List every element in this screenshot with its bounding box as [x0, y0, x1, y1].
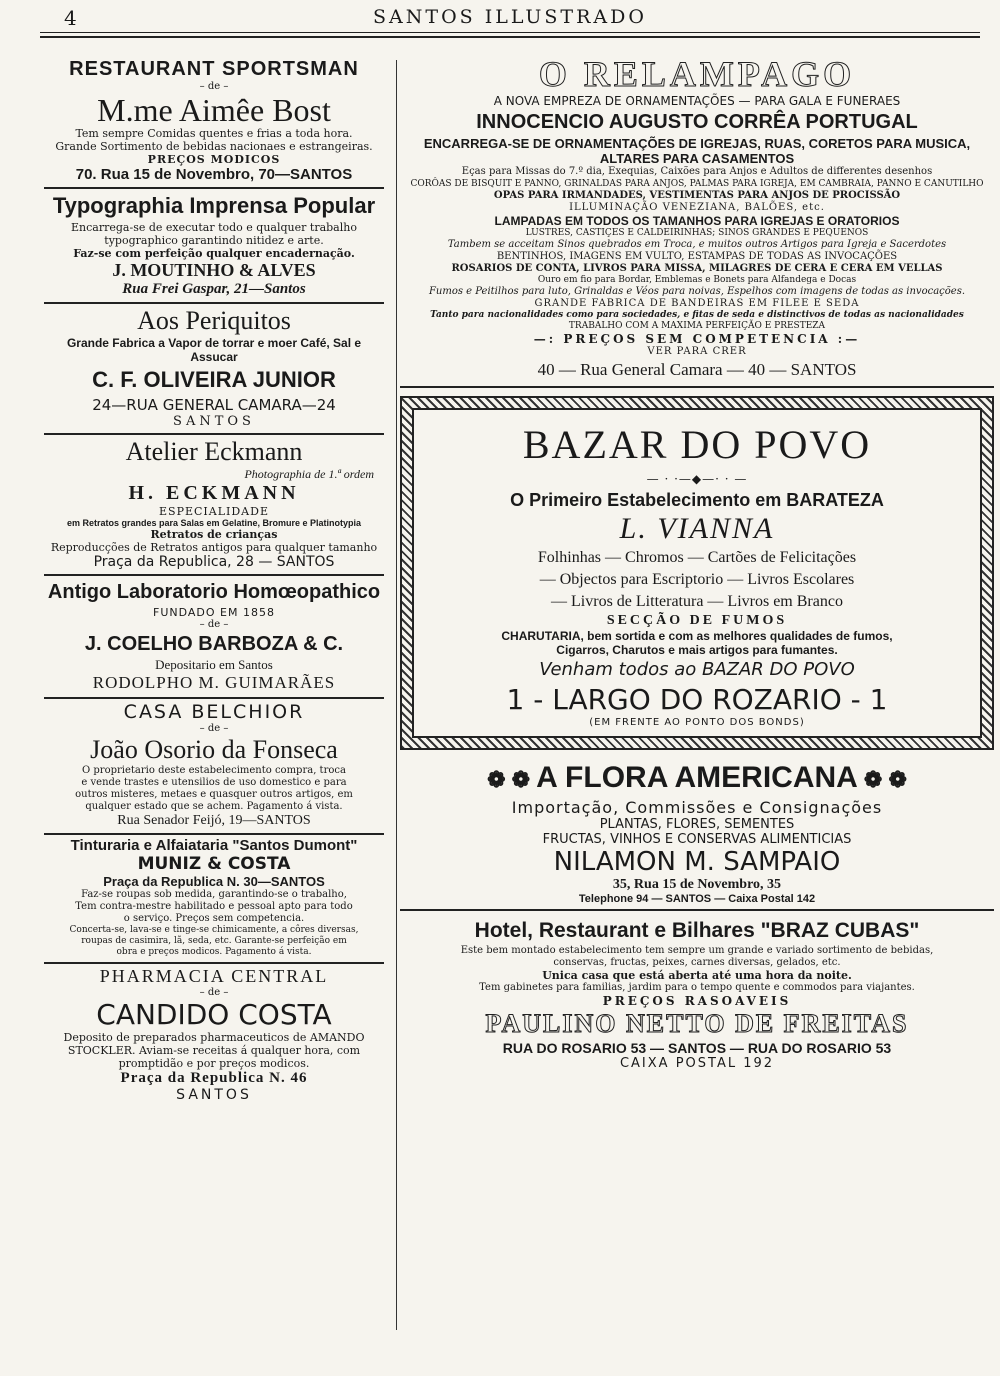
ad-subtitle: A NOVA EMPREZA DE ORNAMENTAÇÕES — PARA GALA E FUNERAES [493, 94, 901, 108]
ad-line: Tem sempre Comidas quentes e frias a toda hora. [75, 127, 353, 140]
ad-line: Retratos de crianças [150, 528, 278, 541]
page-title: SANTOS ILLUSTRADO [373, 6, 647, 28]
ad-title: CASA BELCHIOR [123, 701, 305, 723]
ad-de: – de – [199, 987, 229, 998]
ad-title: O RELAMPAGO [538, 54, 856, 94]
ad-line: Tem contra-mestre habilitado e pessoal apto para todo [75, 901, 353, 912]
ad-periquitos [44, 304, 384, 435]
ad-line: Concerta-se, lava-se e tinge-se chimicamente, a côres diversas, [69, 925, 359, 935]
flourish-ornament: — · ·—◆—· · — [646, 472, 748, 486]
ad-title: Tinturaria e Alfaiataria "Santos Dumont" [70, 837, 358, 854]
ad-line: FRUCTAS, VINHOS E CONSERVAS ALIMENTICIAS [542, 832, 852, 847]
ad-name: João Osorio da Fonseca [90, 735, 338, 764]
ad-prices: —: PREÇOS SEM COMPETENCIA :— [533, 332, 861, 346]
ad-line: Tanto para nacionalidades como para sociedades, e fitas de seda e distinctivos de todas as nacionalidades [430, 310, 964, 320]
ad-de: – de – [199, 723, 229, 734]
ad-pharmacia-central [44, 964, 384, 1107]
ad-title: Typographia Imprensa Popular [52, 193, 376, 218]
ad-line: Cigarros, Charutos e mais artigos para fumantes. [556, 643, 838, 657]
ad-address: Praça da Republica, 28 — SANTOS [93, 554, 335, 570]
ad-owner: H. ECKMANN [128, 482, 300, 504]
ad-title: A FLORA AMERICANA [536, 761, 858, 794]
ad-city: SANTOS [173, 414, 255, 429]
ad-address: Praça da Republica N. 46 [120, 1070, 308, 1086]
ad-title: Hotel, Restaurant e Bilhares "BRAZ CUBAS" [474, 919, 920, 942]
ad-line: OPAS PARA IRMANDADES, VESTIMENTAS PARA ANJOS DE PROCISSÃO [493, 190, 901, 201]
ad-de: – de – [199, 81, 229, 92]
ad-line: Este bem montado estabelecimento tem sempre um grande e variado sortimento de bebidas, [460, 945, 934, 956]
ad-line: Reproducções de Retratos antigos para qualquer tamanho [50, 541, 378, 554]
ad-line: PLANTAS, FLORES, SEMENTES [599, 817, 795, 832]
page-number: 4 [64, 6, 77, 30]
ad-line: O Primeiro Estabelecimento em BARATEZA [510, 490, 884, 510]
ad-restaurant-sportsman [44, 56, 384, 189]
ad-address: 1 - LARGO DO ROZARIO - 1 [506, 683, 888, 716]
ad-specialty: ESPECIALIDADE [159, 505, 269, 518]
ad-de: – de – [199, 619, 229, 630]
flower-ornament-icon: ❁ ❁ [857, 767, 907, 792]
ad-line: GRANDE FABRICA DE BANDEIRAS EM FILEE E SEDA [534, 298, 860, 309]
ad-o-relampago [400, 54, 994, 388]
ad-address: Rua Senador Feijó, 19—SANTOS [117, 813, 311, 828]
ad-line: CHARUTARIA, bem sortida e com as melhores qualidades de fumos, [501, 629, 893, 643]
ad-line: em Retratos grandes para Salas em Gelatine, Bromure e Platinotypia [66, 518, 362, 528]
ad-name: M.me Aimêe Bost [97, 92, 331, 128]
ad-owner: J. COELHO BARBOZA & C. [84, 633, 344, 655]
ad-owner: C. F. OLIVEIRA JUNIOR [92, 367, 336, 392]
ad-owner: MUNIZ & COSTA [137, 854, 291, 874]
left-column [44, 56, 384, 1107]
ad-line: typographico garantindo nitidez e arte. [104, 234, 324, 247]
ad-prices: PREÇOS MODICOS [147, 153, 281, 166]
ad-line: outros misteres, metaes e quasquer outros artigos, em [75, 789, 353, 800]
ad-line: Photographia de 1.ª ordem [244, 467, 374, 481]
ad-line: Unica casa que está aberta até uma hora da noite. [542, 969, 852, 982]
ad-line: conservas, fructas, peixes, carnes diversas, gelados, etc. [553, 957, 841, 968]
ad-name: CANDIDO COSTA [96, 998, 332, 1031]
ad-line: Venham todos ao BAZAR DO POVO [539, 659, 855, 680]
ad-line: ROSARIOS DE CONTA, LIVROS PARA MISSA, MILAGRES DE CERA E CERA EM VELLAS [451, 263, 943, 274]
ad-line: ALTARES PARA CASAMENTOS [599, 151, 795, 166]
ad-representative: RODOLPHO M. GUIMARÃES [92, 673, 336, 692]
ad-line: Deposito de preparados pharmaceuticos de AMANDO [63, 1031, 365, 1044]
ad-title: Antigo Laboratorio Homœopathico [47, 581, 381, 603]
header-rule-double [40, 36, 980, 38]
ad-bazar-do-povo [400, 396, 994, 750]
ad-line: promptidão e por preços modicos. [118, 1057, 310, 1070]
ad-title: PHARMACIA CENTRAL [99, 966, 329, 986]
ad-line: LUSTRES, CASTIÇES E CALDEIRINHAS; SINOS GRANDES E PEQUENOS [525, 228, 869, 238]
ad-line: Telephone 94 — SANTOS — Caixa Postal 142 [578, 893, 816, 905]
page-header [40, 6, 980, 32]
ad-address: Praça da Republica N. 30—SANTOS [103, 874, 325, 889]
ad-line: Eças para Missas do 7.º dia, Exequias, Caixões para Anjos e Adultos de differentes desenhos [461, 166, 933, 177]
ad-line: Tem gabinetes para familias, jardim para o tempo quente e commodos para viajantes. [479, 982, 915, 993]
ad-line: Fumos e Peitilhos para luto, Grinaldas e Véos para noivas, Espelhos com imagens de todas as invocações. [428, 286, 966, 297]
ad-line: Faz-se com perfeição qualquer encadernação. [73, 247, 355, 260]
ad-note: (EM FRENTE AO PONTO DOS BONDS) [589, 717, 805, 728]
ad-line: Importação, Commissões e Consignações [511, 798, 883, 817]
ad-owner: J. MOUTINHO & ALVES [112, 260, 316, 280]
ad-owner: PAULINO NETTO DE FREITAS [485, 1009, 909, 1038]
ad-line: e vende trastes e utensilios de uso domestico e para [81, 777, 347, 788]
ad-line: — Livros de Litteratura — Livros em Branco [551, 593, 843, 610]
ad-owner: L. VIANNA [619, 512, 775, 545]
ad-tinturaria [44, 835, 384, 964]
ad-line: Faz-se roupas sob medida, garantindo-se o trabalho, [81, 889, 347, 900]
right-column [400, 54, 994, 1071]
ad-owner: NILAMON M. SAMPAIO [553, 847, 841, 877]
ad-line: qualquer estado que se achem. Pagamento á vista. [85, 801, 343, 812]
ad-title: Atelier Eckmann [125, 437, 303, 466]
ad-title-row [400, 760, 994, 798]
ad-title: BAZAR DO POVO [522, 422, 872, 467]
ad-line: Depositario em Santos [155, 657, 273, 672]
ad-address: 70. Rua 15 de Novembro, 70—SANTOS [75, 166, 353, 183]
ad-line: Folhinhas — Chromos — Cartões de Felicitações [537, 549, 857, 566]
ad-line: ILLUMINAÇÃO VENEZIANA, BALÕES, etc. [569, 202, 825, 213]
ad-section: SECÇÃO DE FUMOS [606, 613, 788, 628]
ad-line: o serviço. Preços sem competencia. [123, 913, 305, 924]
ad-address: Rua Frei Gaspar, 21—Santos [122, 281, 306, 297]
ad-line: obra e preços modicos. Pagamento á vista. [116, 947, 312, 957]
ad-line: STOCKLER. Aviam-se receitas á qualquer hora, com [67, 1044, 361, 1057]
ad-typographia [44, 189, 384, 304]
ad-address: RUA DO ROSARIO 53 — SANTOS — RUA DO ROSARIO 53 [502, 1040, 892, 1056]
ad-address: 40 — Rua General Camara — 40 — SANTOS [537, 360, 857, 379]
ad-po-box: CAIXA POSTAL 192 [619, 1056, 775, 1071]
ad-braz-cubas [400, 911, 994, 1071]
ad-line: CORÔAS DE BISQUIT E PANNO, GRINALDAS PARA ANJOS, PALMAS PARA IGREJA, EM CAMBRAIA, PANNO E CANUTILHO [410, 179, 984, 189]
ad-address: 24—RUA GENERAL CAMARA—24 [92, 396, 336, 414]
ad-city: SANTOS [176, 1087, 252, 1103]
ad-line: BENTINHOS, IMAGENS EM VULTO, ESTAMPAS DE TODAS AS INVOCAÇÕES [496, 251, 898, 262]
ad-line: — Objectos para Escriptorio — Livros Escolares [539, 571, 855, 588]
ad-line: roupas de casimira, lã, seda, etc. Garante-se perfeição em [81, 936, 347, 946]
ad-founded: FUNDADO EM 1858 [153, 606, 275, 619]
ad-line: Ouro em fio para Bordar, Emblemas e Bonets para Alfandega e Docas [537, 275, 857, 285]
ad-title: Aos Periquitos [137, 306, 291, 335]
ad-line: Grande Fabrica a Vapor de torrar e moer Café, Sal e Assucar [66, 336, 362, 364]
ad-line: Encarrega-se de executar todo e qualquer trabalho [71, 221, 357, 234]
ad-owner: INNOCENCIO AUGUSTO CORRÊA PORTUGAL [476, 111, 918, 133]
ad-line: ENCARREGA-SE DE ORNAMENTAÇÕES DE IGREJAS, RUAS, CORETOS PARA MUSICA, [423, 136, 971, 151]
ad-atelier-eckmann [44, 435, 384, 576]
ad-line: O proprietario deste estabelecimento compra, troca [82, 765, 346, 776]
ad-casa-belchior [44, 699, 384, 835]
ad-line: TRABALHO COM A MAXIMA PERFEIÇÃO E PRESTEZA [568, 321, 826, 331]
ad-line: VER PARA CRER [647, 346, 747, 357]
column-divider [396, 60, 397, 1330]
ad-line: LAMPADAS EM TODOS OS TAMANHOS PARA IGREJAS E ORATORIOS [494, 214, 900, 228]
ad-title: RESTAURANT SPORTSMAN [69, 58, 359, 80]
ad-line: Grande Sortimento de bebidas nacionaes e estrangeiras. [55, 140, 373, 153]
ad-prices: PREÇOS RASOAVEIS [602, 994, 792, 1008]
flower-ornament-icon: ❁ ❁ [487, 767, 537, 792]
ad-flora-americana [400, 760, 994, 911]
ad-laboratorio [44, 576, 384, 699]
ad-line: Tambem se acceitam Sinos quebrados em Troca, e muitos outros Artigos para Igreja e Sacerdotes [447, 239, 947, 250]
ad-address: 35, Rua 15 de Novembro, 35 [612, 877, 782, 892]
header-rule [40, 32, 980, 33]
